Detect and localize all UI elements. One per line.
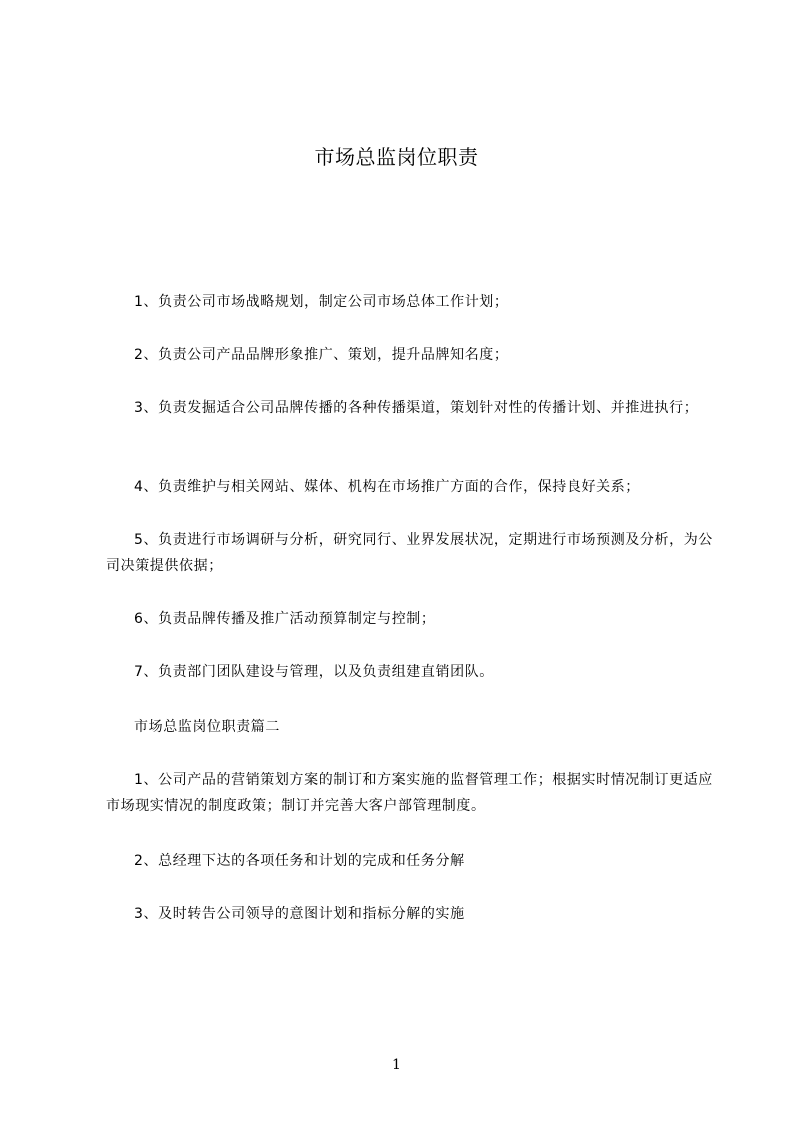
document-title: 市场总监岗位职责	[314, 145, 479, 169]
paragraph-7: 7、负责部门团队建设与管理，以及负责组建直销团队。	[134, 664, 494, 680]
paragraph-6: 6、负责品牌传播及推广活动预算制定与控制；	[134, 611, 436, 627]
paragraph-2: 2、负责公司产品品牌形象推广、策划，提升品牌知名度；	[134, 347, 509, 363]
paragraph-8: 1、公司产品的营销策划方案的制订和方案实施的监督管理工作；根据实时情况制订更适应市场现实情况的制度政策；制订并完善大客户部管理制度。	[106, 772, 713, 814]
paragraph-1: 1、负责公司市场战略规划，制定公司市场总体工作计划；	[134, 294, 509, 310]
page-number: 1	[392, 1057, 401, 1073]
paragraph-4: 4、负责维护与相关网站、媒体、机构在市场推广方面的合作，保持良好关系；	[134, 479, 640, 495]
paragraph-3: 3、负责发掘适合公司品牌传播的各种传播渠道，策划针对性的传播计划、并推进执行；	[134, 400, 699, 416]
section-heading-2: 市场总监岗位职责篇二	[134, 719, 280, 735]
paragraph-5: 5、负责进行市场调研与分析，研究同行、业界发展状况，定期进行市场预测及分析，为公司决策提供依据；	[106, 532, 713, 574]
paragraph-9: 2、总经理下达的各项任务和计划的完成和任务分解	[134, 853, 465, 869]
paragraph-10: 3、及时转告公司领导的意图计划和指标分解的实施	[134, 906, 465, 922]
